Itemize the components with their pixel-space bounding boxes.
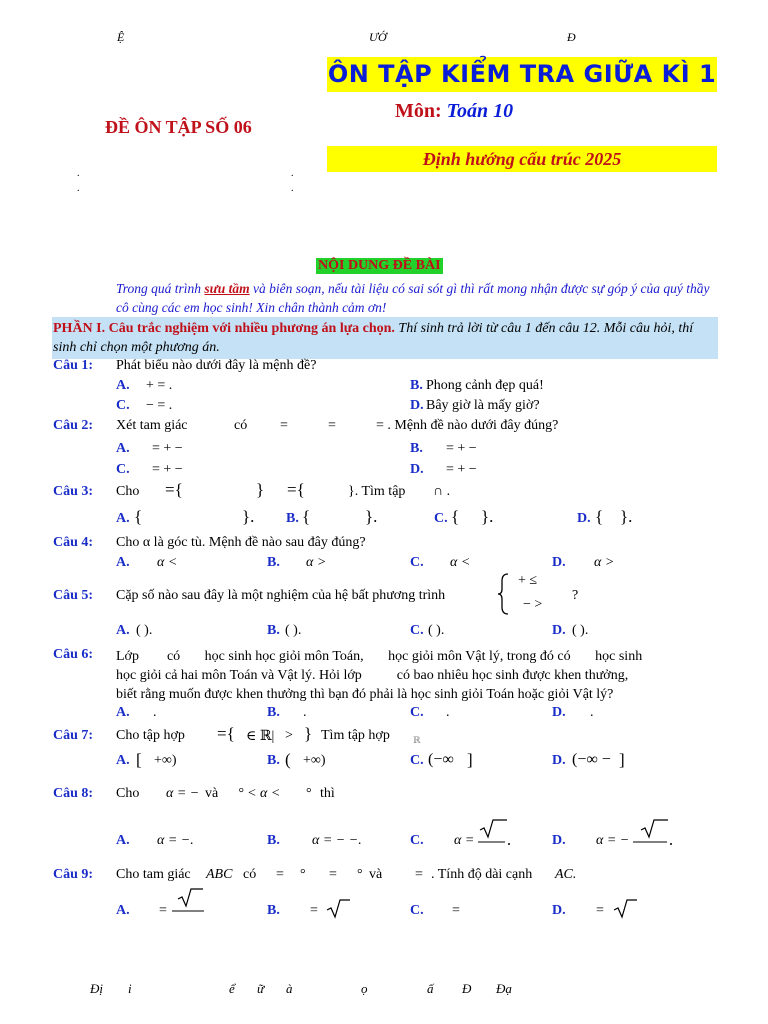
question-stem: thì xyxy=(320,786,335,801)
footer-fragment: ể xyxy=(229,981,235,996)
option-label: B. xyxy=(267,555,280,570)
option-text: ] xyxy=(619,750,625,769)
option-label: B. xyxy=(267,903,280,918)
option-text: { xyxy=(134,507,143,526)
option-label: C. xyxy=(434,511,448,526)
option-text: = xyxy=(452,903,460,918)
question-stem: Cho xyxy=(116,786,140,801)
header-fragment: ƯỚ xyxy=(369,30,387,44)
question-label: Câu 8: xyxy=(53,786,94,801)
option-text: ( ). xyxy=(285,623,302,638)
option-text: }. xyxy=(481,507,494,526)
option-text: . xyxy=(303,705,307,720)
question-stem: ={ xyxy=(165,480,183,499)
question-stem: ° xyxy=(306,786,312,801)
option-text: ] xyxy=(467,750,473,769)
option-text: ( ). xyxy=(572,623,589,638)
footer-fragment: Đ xyxy=(462,981,472,996)
question-stem: }. Tìm tập xyxy=(348,484,406,499)
option-text: α < xyxy=(450,555,471,570)
option-label: A. xyxy=(116,705,130,720)
option-text: α = xyxy=(454,833,475,848)
question-stem: Xét tam giác xyxy=(116,418,188,433)
option-text: = xyxy=(310,903,318,918)
question-stem: . Tính độ dài cạnh xyxy=(431,867,533,882)
question-label: Câu 7: xyxy=(53,728,94,743)
option-text: ( ). xyxy=(428,623,445,638)
dot: . xyxy=(77,183,80,194)
system-line: + ≤ xyxy=(518,573,538,588)
subject-label: Môn: xyxy=(395,100,442,122)
question-stem: Cho tập hợp xyxy=(116,728,185,743)
header-fragment: Đ xyxy=(567,30,576,44)
question-label: Câu 4: xyxy=(53,535,94,550)
option-label: A. xyxy=(116,511,130,526)
option-label: B. xyxy=(410,441,423,456)
question-stem: = xyxy=(329,867,337,882)
option-text: = + − xyxy=(446,441,477,456)
part1-instruction: Thí sinh trả lời từ câu 1 đến câu 12. Mỗi câu hỏi, thí sinh chỉ chọn một phương án. xyxy=(53,321,694,355)
question-stem: và xyxy=(205,786,219,801)
question-stem: ° xyxy=(300,867,306,882)
question-label: Câu 1: xyxy=(53,358,94,373)
footer-fragment: ấ xyxy=(427,981,434,996)
option-label: A. xyxy=(116,441,130,456)
question-stem: ° < α < xyxy=(238,786,281,801)
option-text: α > xyxy=(594,555,615,570)
intro-note xyxy=(116,279,716,317)
option-text: α < xyxy=(157,555,178,570)
question-stem: = . Mệnh đề nào dưới đây đúng? xyxy=(376,418,559,433)
option-label: A. xyxy=(116,833,130,848)
question-stem: ℝ xyxy=(413,735,421,745)
option-text: }. xyxy=(365,507,378,526)
question-stem: } xyxy=(256,480,265,499)
stem-line: học giỏi cả hai môn Toán và Vật lý. Hỏi lớp có bao nhiêu học sinh được khen thưởng, xyxy=(116,668,629,683)
exam-banner: ÔN TẬP KIỂM TRA GIỮA KÌ 1 xyxy=(327,57,717,92)
option-text: = + − xyxy=(446,462,477,477)
question-stem: có xyxy=(243,867,257,882)
option-label: C. xyxy=(410,623,424,638)
question-stem: = xyxy=(276,867,284,882)
question-stem xyxy=(116,647,716,704)
option-text: = + − xyxy=(152,441,183,456)
option-label: A. xyxy=(116,378,130,393)
question-label: Câu 2: xyxy=(53,418,94,433)
question-stem: > xyxy=(285,728,293,743)
option-text: (−∞ xyxy=(428,751,454,768)
footer-fragment: Đạ xyxy=(496,981,512,996)
question-label: Câu 5: xyxy=(53,588,94,603)
option-text: . xyxy=(446,705,450,720)
option-text: { xyxy=(302,507,311,526)
sqrt-sign xyxy=(612,898,638,920)
option-text: +∞) xyxy=(303,753,326,768)
sqrt-sign xyxy=(325,898,351,920)
option-label: D. xyxy=(410,398,424,413)
option-text: α = −. xyxy=(157,833,194,848)
fraction-sqrt xyxy=(170,887,206,917)
option-label: A. xyxy=(116,623,130,638)
option-text: ( xyxy=(285,750,291,769)
question-stem: ={ xyxy=(217,724,235,743)
option-text: +∞) xyxy=(154,753,177,768)
option-text: α = − −. xyxy=(312,833,362,848)
option-text: (−∞ − xyxy=(572,751,611,768)
footer-fragment: ữ xyxy=(257,981,265,996)
option-label: C. xyxy=(410,833,424,848)
option-label: D. xyxy=(410,462,424,477)
option-text: α > xyxy=(306,555,327,570)
system-line: − > xyxy=(523,597,543,612)
question-stem: α = − xyxy=(166,786,200,801)
option-text: Bây giờ là mấy giờ? xyxy=(426,398,540,413)
option-label: B. xyxy=(267,833,280,848)
option-text: [ xyxy=(136,750,142,769)
option-text: { xyxy=(451,507,460,526)
option-label: D. xyxy=(552,833,566,848)
option-label: D. xyxy=(552,705,566,720)
option-text: Phong cảnh đẹp quá! xyxy=(426,378,544,393)
option-text: + = . xyxy=(146,378,173,393)
option-label: B. xyxy=(286,511,299,526)
question-stem: Cho tam giác xyxy=(116,867,191,882)
system-brace xyxy=(497,572,511,616)
question-stem: = xyxy=(280,418,288,433)
option-text: = xyxy=(596,903,604,918)
option-label: A. xyxy=(116,903,130,918)
footer-fragment: i xyxy=(128,981,132,996)
subject-line xyxy=(395,100,513,123)
option-label: D. xyxy=(552,903,566,918)
option-label: D. xyxy=(552,623,566,638)
question-stem: = xyxy=(328,418,336,433)
question-stem: ABC xyxy=(206,867,233,882)
question-stem: Cho xyxy=(116,484,140,499)
option-label: B. xyxy=(267,753,280,768)
question-stem: và xyxy=(369,867,383,882)
orientation-banner: Định hướng cấu trúc 2025 xyxy=(327,146,717,172)
question-stem: } xyxy=(304,724,313,743)
dot: . xyxy=(291,168,294,179)
option-label: A. xyxy=(116,753,130,768)
option-text: }. xyxy=(242,507,255,526)
fraction-sqrt xyxy=(477,818,513,848)
question-stem: ∈ ℝ| xyxy=(246,729,275,744)
footer-fragment: Đị xyxy=(90,981,103,996)
question-stem: Cho α là góc tù. Mệnh đề nào sau đây đúng? xyxy=(116,535,366,550)
content-title: NỘI DUNG ĐỀ BÀI xyxy=(318,258,441,273)
question-label: Câu 9: xyxy=(53,867,94,882)
option-label: C. xyxy=(410,555,424,570)
option-label: D. xyxy=(577,511,591,526)
option-text: }. xyxy=(620,507,633,526)
stem-line: Lớp có học sinh học giỏi môn Toán, học giỏi môn Vật lý, trong đó có học sinh xyxy=(116,649,643,664)
dot: . xyxy=(77,168,80,179)
subject-value: Toán 10 xyxy=(446,100,514,122)
question-stem: Cặp số nào sau đây là một nghiệm của hệ bất phương trình xyxy=(116,588,446,603)
question-stem: Phát biểu nào dưới đây là mệnh đề? xyxy=(116,358,317,373)
option-text: . xyxy=(590,705,594,720)
exam-code: ĐỀ ÔN TẬP SỐ 06 xyxy=(105,117,252,137)
option-text: α = − xyxy=(596,833,630,848)
dot: . xyxy=(291,183,294,194)
option-label: B. xyxy=(267,623,280,638)
footer-fragment: ọ xyxy=(361,981,368,996)
option-text: − = . xyxy=(146,398,173,413)
part1-title: PHẦN I. Câu trắc nghiệm với nhiều phương án lựa chọn. xyxy=(53,321,395,336)
question-label: Câu 6: xyxy=(53,647,94,662)
option-label: D. xyxy=(552,753,566,768)
question-stem: AC. xyxy=(555,867,577,882)
footer-fragment: à xyxy=(286,981,293,996)
option-text: { xyxy=(595,507,604,526)
option-label: C. xyxy=(410,705,424,720)
header-fragment: Ệ xyxy=(117,30,125,44)
question-stem: ∩ . xyxy=(433,484,451,499)
question-stem: ={ xyxy=(287,480,305,499)
question-label: Câu 3: xyxy=(53,484,94,499)
option-label: C. xyxy=(116,462,130,477)
option-label: C. xyxy=(116,398,130,413)
option-label: D. xyxy=(552,555,566,570)
option-text: = + − xyxy=(152,462,183,477)
part1-heading xyxy=(52,317,718,359)
question-stem: Tìm tập hợp xyxy=(321,728,390,743)
question-stem: có xyxy=(234,418,248,433)
option-text: = xyxy=(159,903,167,918)
option-label: B. xyxy=(267,705,280,720)
option-label: B. xyxy=(410,378,423,393)
option-text: ( ). xyxy=(136,623,153,638)
option-label: C. xyxy=(410,903,424,918)
option-label: C. xyxy=(410,753,424,768)
option-text: . xyxy=(153,705,157,720)
intro-highlight: sưu tầm xyxy=(204,281,250,296)
fraction-sqrt xyxy=(631,818,673,848)
intro-text: và biên soạn, nếu tài liệu có sai sót gì thì rất mong nhận được sự góp ý của quý thầy cô cùng các em học sinh! Xin chân thành cảm ơn! xyxy=(116,281,710,315)
option-label: A. xyxy=(116,555,130,570)
question-stem: = xyxy=(415,867,423,882)
question-stem: ° xyxy=(357,867,363,882)
intro-text: Trong quá trình xyxy=(116,281,205,296)
stem-line: biết rằng muốn được khen thưởng thì bạn đó phải là học sinh giỏi Toán hoặc giỏi Vật lý? xyxy=(116,687,614,702)
question-stem: ? xyxy=(572,588,579,603)
